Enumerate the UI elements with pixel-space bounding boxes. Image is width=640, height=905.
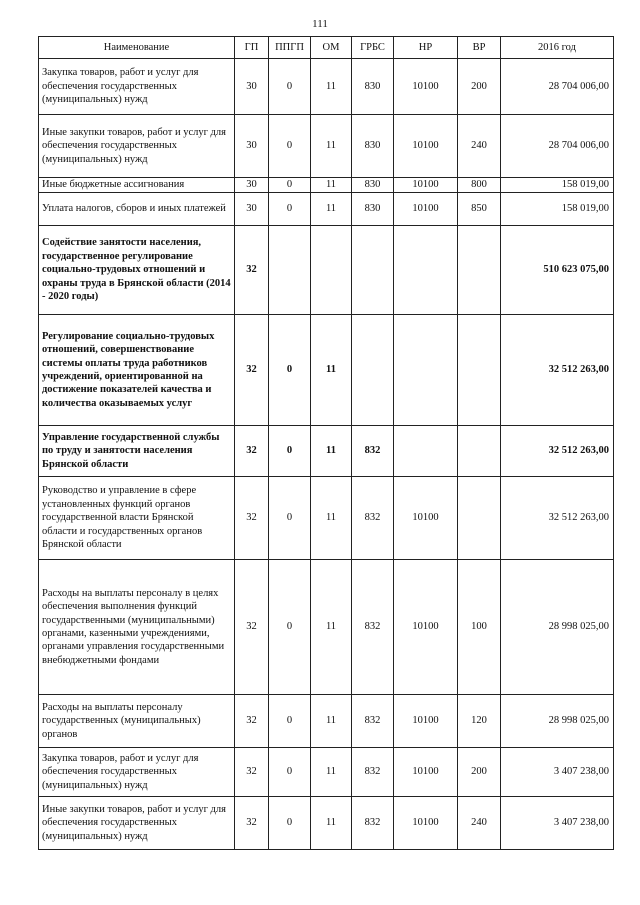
table-row (39, 178, 614, 193)
cell-grbs: 832 (352, 748, 394, 797)
cell-om: 11 (311, 797, 352, 850)
column-header-grbs: ГРБС (352, 37, 394, 59)
cell-ppgp: 0 (269, 193, 311, 226)
cell-name: Уплата налогов, сборов и иных платежей (39, 193, 235, 226)
cell-vr: 100 (458, 560, 501, 695)
column-header-ppgp: ППГП (269, 37, 311, 59)
cell-ppgp: 0 (269, 115, 311, 178)
cell-name: Иные закупки товаров, работ и услуг для обеспечения государственных (муниципальных) нужд (39, 797, 235, 850)
cell-vr: 240 (458, 115, 501, 178)
cell-amount: 28 998 025,00 (501, 695, 614, 748)
cell-nr: 10100 (394, 695, 458, 748)
column-header-nr: НР (394, 37, 458, 59)
cell-grbs: 832 (352, 695, 394, 748)
cell-name: Содействие занятости населения, государственное регулирование социально-трудовых отношений и охраны труда в Брянской области (2014 - 2020 годы) (39, 226, 235, 315)
cell-ppgp: 0 (269, 797, 311, 850)
cell-vr: 800 (458, 178, 501, 193)
cell-gp: 30 (235, 193, 269, 226)
cell-nr (394, 315, 458, 426)
cell-name: Управление государственной службы по труду и занятости населения Брянской области (39, 426, 235, 477)
cell-vr: 200 (458, 748, 501, 797)
cell-name: Регулирование социально-трудовых отношений, совершенствование системы оплаты труда работников учреждений, ориентированной на достижение показателей качества и количества оказываемых услуг (39, 315, 235, 426)
cell-ppgp: 0 (269, 178, 311, 193)
cell-name: Руководство и управление в сфере установленных функций органов государственной власти Брянской области и государственных органов Брянской области (39, 477, 235, 560)
cell-amount: 32 512 263,00 (501, 315, 614, 426)
cell-vr: 240 (458, 797, 501, 850)
cell-gp: 32 (235, 477, 269, 560)
column-header-gp: ГП (235, 37, 269, 59)
cell-vr (458, 226, 501, 315)
table-header-row (39, 37, 614, 59)
table-row (39, 193, 614, 226)
cell-name: Закупка товаров, работ и услуг для обеспечения государственных (муниципальных) нужд (39, 59, 235, 115)
column-header-vr: ВР (458, 37, 501, 59)
cell-nr: 10100 (394, 560, 458, 695)
cell-name: Расходы на выплаты персоналу государственных (муниципальных) органов (39, 695, 235, 748)
cell-om: 11 (311, 115, 352, 178)
cell-om: 11 (311, 560, 352, 695)
cell-gp: 30 (235, 178, 269, 193)
cell-gp: 30 (235, 59, 269, 115)
column-header-name: Наименование (39, 37, 235, 59)
cell-gp: 32 (235, 797, 269, 850)
cell-grbs: 830 (352, 193, 394, 226)
cell-ppgp: 0 (269, 315, 311, 426)
cell-grbs: 832 (352, 797, 394, 850)
table-row (39, 315, 614, 426)
cell-ppgp: 0 (269, 695, 311, 748)
cell-amount: 32 512 263,00 (501, 426, 614, 477)
cell-vr: 850 (458, 193, 501, 226)
cell-vr: 200 (458, 59, 501, 115)
cell-amount: 3 407 238,00 (501, 797, 614, 850)
cell-gp: 32 (235, 695, 269, 748)
table-row (39, 226, 614, 315)
page-number: 111 (312, 18, 328, 30)
cell-om: 11 (311, 748, 352, 797)
cell-amount: 3 407 238,00 (501, 748, 614, 797)
column-header-om: ОМ (311, 37, 352, 59)
cell-grbs: 832 (352, 477, 394, 560)
cell-amount: 510 623 075,00 (501, 226, 614, 315)
cell-amount: 32 512 263,00 (501, 477, 614, 560)
cell-ppgp (269, 226, 311, 315)
cell-om: 11 (311, 178, 352, 193)
cell-amount: 158 019,00 (501, 193, 614, 226)
cell-grbs: 832 (352, 560, 394, 695)
cell-name: Иные закупки товаров, работ и услуг для обеспечения государственных (муниципальных) нужд (39, 115, 235, 178)
cell-nr: 10100 (394, 193, 458, 226)
table-row (39, 59, 614, 115)
cell-grbs (352, 315, 394, 426)
table-row (39, 748, 614, 797)
cell-nr: 10100 (394, 797, 458, 850)
cell-ppgp: 0 (269, 560, 311, 695)
cell-grbs: 830 (352, 178, 394, 193)
cell-gp: 30 (235, 115, 269, 178)
cell-nr: 10100 (394, 115, 458, 178)
cell-nr (394, 226, 458, 315)
cell-om: 11 (311, 315, 352, 426)
cell-gp: 32 (235, 560, 269, 695)
table-row (39, 115, 614, 178)
cell-om: 11 (311, 59, 352, 115)
cell-om (311, 226, 352, 315)
cell-nr: 10100 (394, 477, 458, 560)
table-row (39, 695, 614, 748)
cell-name: Иные бюджетные ассигнования (39, 178, 235, 193)
cell-ppgp: 0 (269, 748, 311, 797)
cell-om: 11 (311, 477, 352, 560)
cell-ppgp: 0 (269, 59, 311, 115)
cell-vr (458, 426, 501, 477)
column-header-amount: 2016 год (501, 37, 614, 59)
table-row (39, 426, 614, 477)
cell-amount: 28 704 006,00 (501, 59, 614, 115)
table-row (39, 560, 614, 695)
cell-om: 11 (311, 695, 352, 748)
cell-amount: 28 704 006,00 (501, 115, 614, 178)
cell-gp: 32 (235, 748, 269, 797)
cell-ppgp: 0 (269, 477, 311, 560)
cell-grbs: 830 (352, 115, 394, 178)
cell-vr (458, 315, 501, 426)
cell-vr: 120 (458, 695, 501, 748)
cell-om: 11 (311, 193, 352, 226)
cell-gp: 32 (235, 426, 269, 477)
cell-nr: 10100 (394, 59, 458, 115)
cell-grbs: 830 (352, 59, 394, 115)
cell-amount: 28 998 025,00 (501, 560, 614, 695)
cell-grbs (352, 226, 394, 315)
table-row (39, 797, 614, 850)
cell-om: 11 (311, 426, 352, 477)
cell-nr (394, 426, 458, 477)
cell-gp: 32 (235, 315, 269, 426)
cell-amount: 158 019,00 (501, 178, 614, 193)
cell-name: Закупка товаров, работ и услуг для обеспечения государственных (муниципальных) нужд (39, 748, 235, 797)
cell-nr: 10100 (394, 178, 458, 193)
table-row (39, 477, 614, 560)
cell-name: Расходы на выплаты персоналу в целях обеспечения выполнения функций государственными (муниципальными) органами, казенными учреждениями, органами управления государственными внебюджетными фондами (39, 560, 235, 695)
budget-table (38, 36, 614, 850)
cell-ppgp: 0 (269, 426, 311, 477)
cell-grbs: 832 (352, 426, 394, 477)
cell-gp: 32 (235, 226, 269, 315)
cell-nr: 10100 (394, 748, 458, 797)
cell-vr (458, 477, 501, 560)
